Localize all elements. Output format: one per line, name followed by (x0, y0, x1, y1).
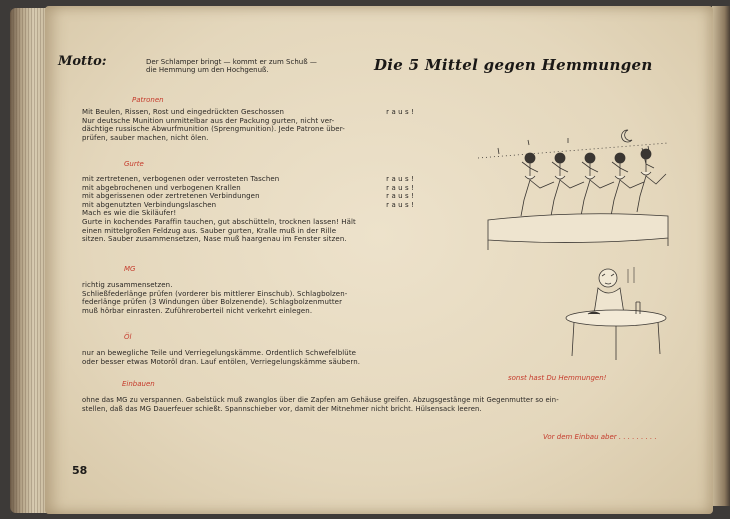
gurte-body-1: Gurte in kochendes Paraffin tauchen, gut abschütteln, trocknen lassen! Hält (82, 217, 356, 226)
gurte-item-row (82, 201, 414, 210)
oel-body-1: nur an bewegliche Teile und Verriegelungskämme. Ordentlich Schwefelblüte (82, 349, 357, 357)
patronen-body-2: dächtige russische Abwurfmunition (Sprengmunition). Jede Patrone über- (82, 125, 345, 134)
section-heading-mg: MG (124, 265, 136, 273)
dancers (521, 148, 666, 216)
patronen-item-raus: r a u s ! (386, 108, 414, 116)
einbauen-body-1: ohne das MG zu verspannen. Gabelstück muß zwanglos über die Zapfen am Gehäuse greifen. Abzugsgestänge mit Gegenmutter so ein- (82, 396, 559, 404)
section-gurte (82, 175, 414, 244)
patronen-item-text: Mit Beulen, Rissen, Rost und eingedrückten Geschossen (82, 108, 285, 116)
mg-body-4: muß hörbar einrasten. Zuführeroberteil nicht verkehrt einlegen. (82, 306, 313, 315)
section-heading-gurte: Gurte (124, 160, 144, 168)
gurte-item-raus: r a u s ! (386, 183, 414, 192)
gurte-body-3: sitzen. Sauber zusammensetzen, Nase muß haargenau im Fenster sitzen. (82, 235, 347, 244)
section-mg (82, 281, 347, 315)
gurte-item-text: mit zertretenen, verbogenen oder verrosteten Taschen (82, 175, 280, 183)
mg-body-1: richtig zusammensetzen. (82, 281, 173, 289)
gurte-item-text: mit abgerissenen oder zertretenen Verbindungen (82, 192, 260, 201)
patronen-body-1: Nur deutsche Munition unmittelbar aus der Packung gurten, nicht ver- (82, 116, 335, 125)
motto-line-1: Der Schlamper bringt — kommt er zum Schuß — (146, 58, 317, 66)
section-heading-patronen: Patronen (132, 96, 164, 104)
section-oel (82, 349, 360, 366)
patronen-body-3: prüfen, sauber machen, nicht ölen. (82, 133, 209, 142)
page-title: Die 5 Mittel gegen Hemmungen (374, 56, 653, 74)
gurte-item-row (82, 175, 414, 184)
man-at-table (566, 267, 666, 360)
page-number: 58 (72, 464, 88, 477)
gurte-item-row (82, 192, 414, 201)
footnote-text: Vor dem Einbau aber . . . . . . . . . (543, 433, 657, 441)
cabaret-illustration (468, 118, 690, 380)
gurte-item-row (82, 184, 414, 193)
patronen-item-row (82, 108, 414, 117)
motto-text (146, 58, 317, 75)
section-heading-oel: Öl (124, 333, 132, 341)
section-heading-einbauen: Einbauen (122, 380, 155, 388)
motto-line-2: die Hemmung um den Hochgenuß. (146, 66, 269, 75)
gurte-item-raus: r a u s ! (386, 175, 414, 183)
book-page-edges-right (712, 6, 730, 506)
gurte-item-text: mit abgebrochenen und verbogenen Krallen (82, 183, 241, 192)
mg-body-3: federlänge prüfen (3 Windungen über Bolzenende). Schlagbolzenmutter (82, 298, 343, 307)
section-patronen (82, 108, 414, 142)
einbauen-body-2: stellen, daß das MG Dauerfeuer schießt. Spannschieber vor, damit der Mitnehmer nicht bricht. Hülsensack leeren. (82, 404, 482, 413)
oel-body-2: oder besser etwas Motoröl dran. Lauf entölen, Verriegelungskämme säubern. (82, 357, 361, 366)
gurte-item-raus: r a u s ! (386, 192, 414, 201)
gurte-item-raus: r a u s ! (386, 200, 414, 209)
book-page-edges-left (10, 8, 50, 513)
section-einbauen (82, 396, 559, 413)
mg-body-2: Schließfederlänge prüfen (vorderer bis mittlerer Einschub). Schlagbolzen- (82, 289, 348, 298)
motto-label: Motto: (58, 54, 107, 69)
gurte-item-text: mit abgenutzten Verbindungslaschen (82, 200, 217, 209)
gurte-line-5: Mach es wie die Skiläufer! (82, 209, 177, 218)
illustration-caption: sonst hast Du Hemmungen! (508, 374, 607, 382)
gurte-body-2: einen mittelgroßen Feldzug aus. Sauber gurten, Kralle muß in der Rille (82, 226, 337, 235)
